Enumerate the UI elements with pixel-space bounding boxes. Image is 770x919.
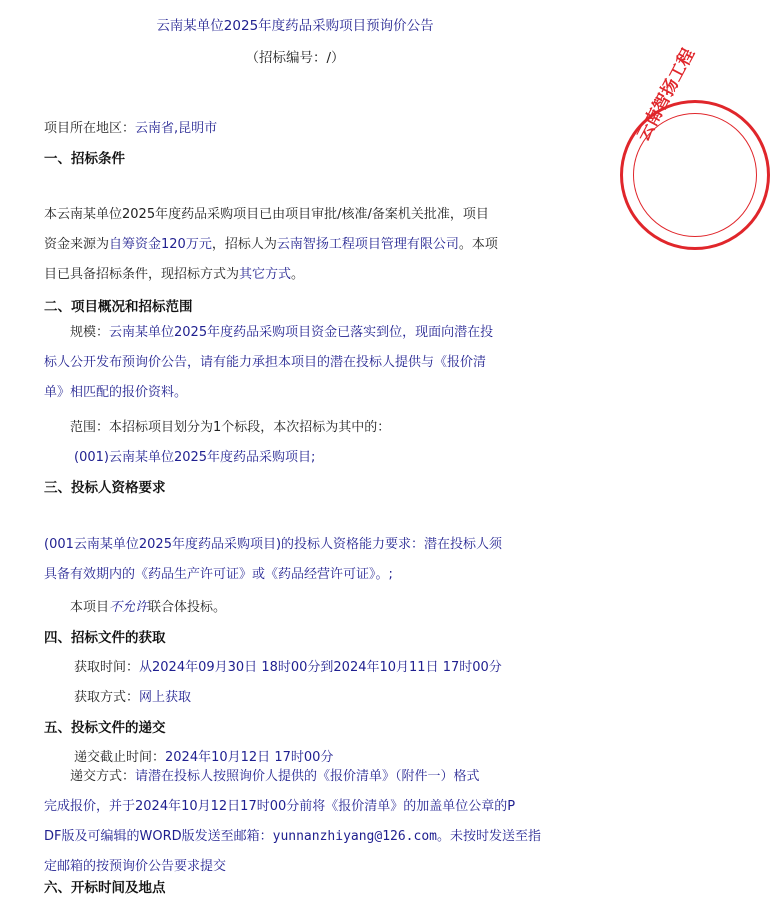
section3-requirements [44,530,579,590]
submission-method [44,762,579,882]
scope-text: 范围：本招标项目划分为1个标段，本次招标为其中的： [70,420,391,435]
company-seal [620,45,770,250]
section-heading-5: 五、投标文件的递交 [44,720,166,736]
text-fragment: 。未按时发送至指 [437,829,542,844]
email-address: yunnanzhiyang@126.com [272,829,437,844]
tenderer-name: 云南智扬工程项目管理有限公司 [276,237,459,252]
text-fragment: 。本项 [458,237,498,252]
project-location [44,117,217,136]
text-fragment: 本项目 [70,600,110,615]
acquisition-method-label: 获取方式： [74,690,140,705]
section-heading-2: 二、项目概况和招标范围 [44,299,193,315]
deadline-label: 递交截止时间： [74,750,166,765]
section1-line1: 本云南某单位2025年度药品采购项目已由项目审批/核准/备案机关批准，项目 [44,207,489,222]
section-heading-4: 四、招标文件的获取 [44,630,166,646]
funds-source: 自筹资金120万元 [109,237,212,252]
consortium-note [70,596,226,615]
submission-line1 [44,762,579,792]
acquisition-time-value: 从2024年09月30日 18时00分到2024年10月11日 17时00分 [139,660,502,675]
acquisition-method-value: 网上获取 [139,690,192,705]
requirement-line1: (001云南某单位2025年度药品采购项目)的投标人资格能力要求：潜在投标人须 [44,537,503,552]
tender-method: 其它方式 [239,267,292,282]
location-label: 项目所在地区： [44,121,136,136]
seal-text: 云南智扬工程 [633,45,699,145]
text-fragment: DF版及可编辑的WORD版发送至邮箱： [44,829,273,844]
section1-line3 [44,260,579,290]
scale-text: 云南某单位2025年度药品采购项目资金已落实到位，现面向潜在投 [109,325,494,340]
scale-label: 规模： [70,325,110,340]
text-fragment: 。 [291,267,305,282]
submission-line3 [44,822,579,852]
acquisition-method [74,686,191,705]
tender-number: （招标编号：/） [245,50,345,66]
scale-line2: 标人公开发布预询价公告，请有能力承担本项目的潜在投标人提供与《报价清 [44,355,487,370]
document-title: 云南某单位2025年度药品采购项目预询价公告 [156,18,434,34]
text-fragment: 资金来源为 [44,237,110,252]
section-heading-3: 三、投标人资格要求 [44,480,166,496]
consortium-flag: 不允许 [109,600,149,615]
section1-line2 [44,230,579,260]
text-fragment: ，招标人为 [211,237,277,252]
lot-item: (001)云南某单位2025年度药品采购项目; [74,450,316,465]
acquisition-time-label: 获取时间： [74,660,140,675]
section-heading-6: 六、开标时间及地点 [44,880,166,896]
section1-paragraph [44,200,579,290]
submission-line2: 完成报价，并于2024年10月12日17时00分前将《报价清单》的加盖单位公章的P [44,799,516,814]
text-fragment: 联合体投标。 [148,600,227,615]
submission-label: 递交方式： [70,769,136,784]
acquisition-time [74,656,502,675]
submission-line4: 定邮箱的按预询价公告要求提交 [44,859,227,874]
section2-scale [44,318,579,408]
section-heading-1: 一、招标条件 [44,151,125,167]
deadline-value: 2024年10月12日 17时00分 [165,750,334,765]
requirement-line2: 具备有效期内的《药品生产许可证》或《药品经营许可证》。; [44,567,393,582]
location-value: 云南省,昆明市 [135,121,218,136]
text-fragment: 目已具备招标条件，现招标方式为 [44,267,240,282]
submission-text: 请潜在投标人按照询价人提供的《报价清单》（附件一）格式 [135,769,480,784]
scale-line3: 单》相匹配的报价资料。 [44,385,188,400]
scale-line1 [44,318,579,348]
